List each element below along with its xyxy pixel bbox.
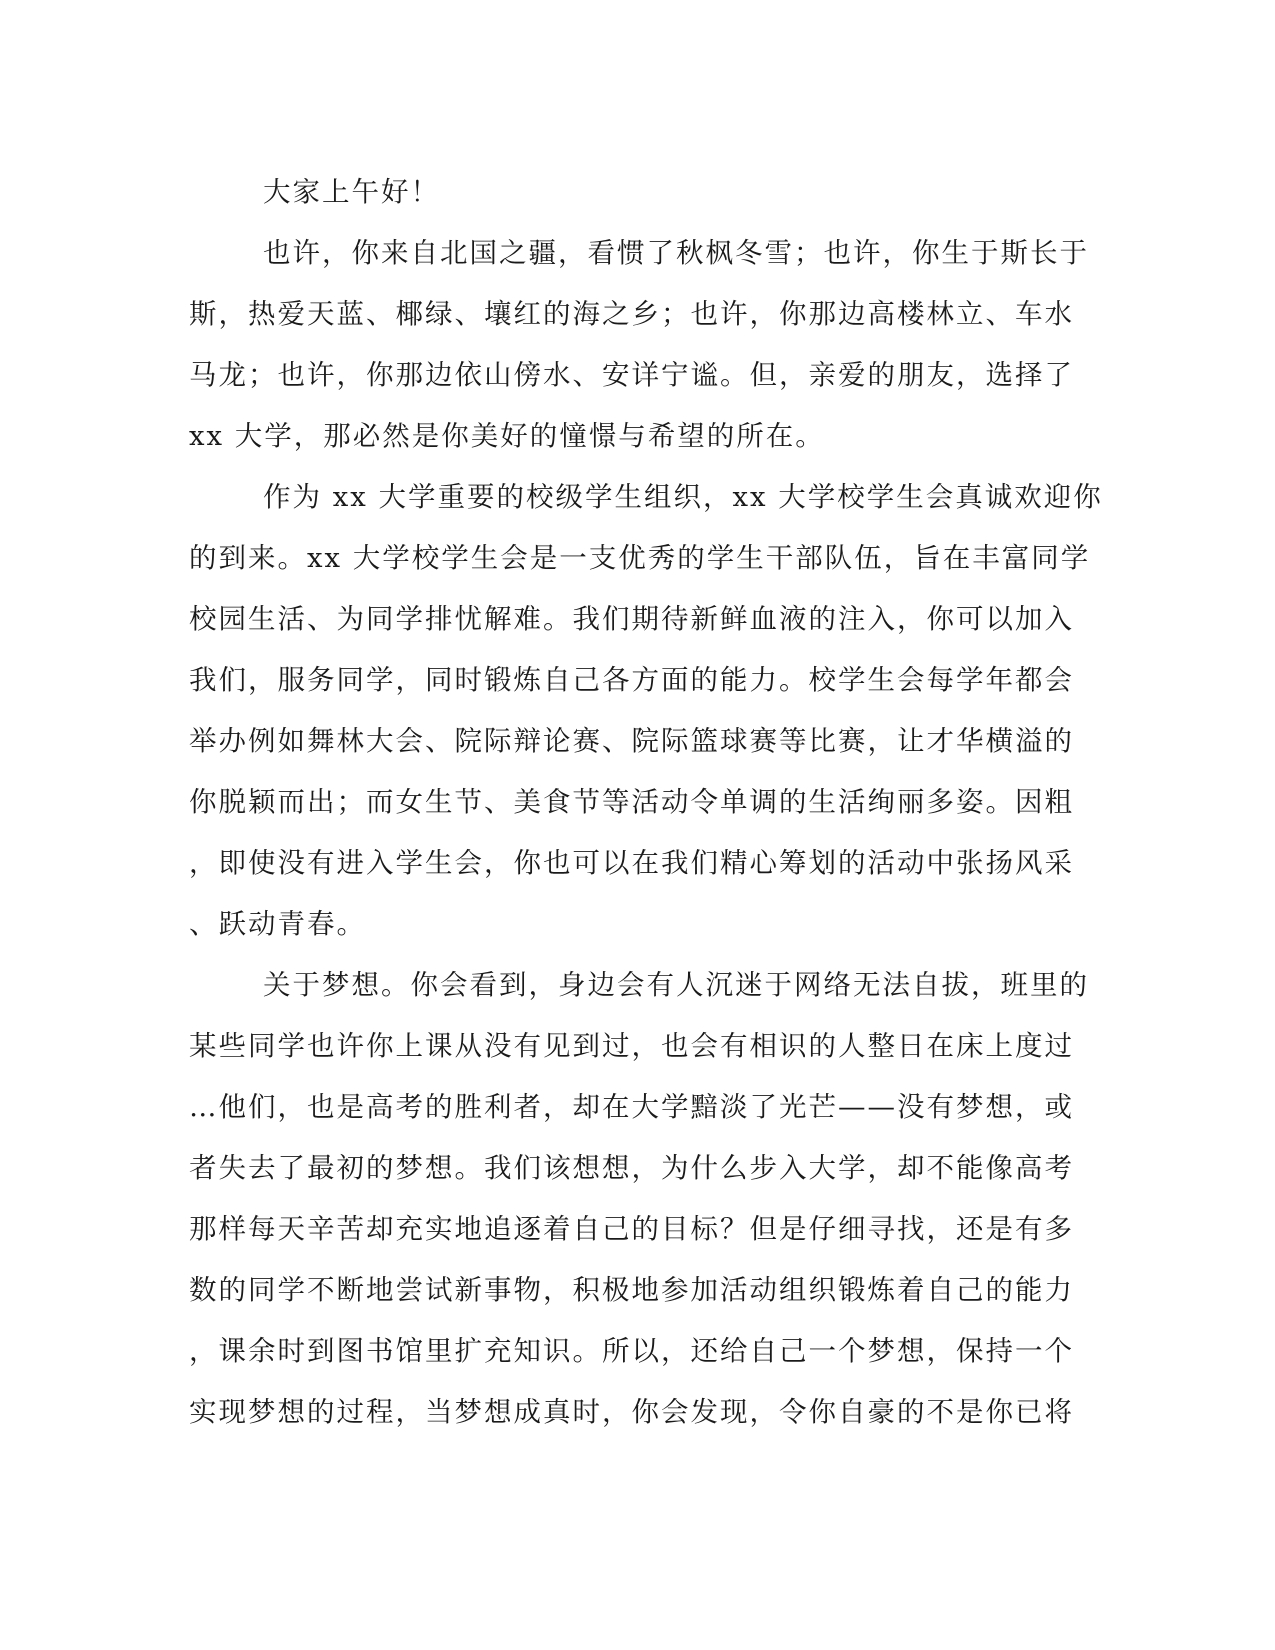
paragraph-line: xx 大学，那必然是你美好的憧憬与希望的所在。 [189, 420, 825, 452]
paragraph-line: 你脱颖而出；而女生节、美食节等活动令单调的生活绚丽多姿。因粗 [189, 786, 1074, 818]
paragraph-2 [189, 467, 1103, 955]
paragraph-line: 、跃动青春。 [189, 908, 366, 940]
paragraph-line: ，课余时到图书馆里扩充知识。所以，还给自己一个梦想，保持一个 [189, 1335, 1074, 1367]
paragraph-line: 马龙；也许，你那边依山傍水、安详宁谧。但，亲爱的朋友，选择了 [189, 359, 1074, 391]
paragraph-line: 举办例如舞林大会、院际辩论赛、院际篮球赛等比赛，让才华横溢的 [189, 725, 1074, 757]
paragraph-line: 者失去了最初的梦想。我们该想想，为什么步入大学，却不能像高考 [189, 1152, 1074, 1184]
paragraph-line: ，即使没有进入学生会，你也可以在我们精心筹划的活动中张扬风采 [189, 847, 1074, 879]
paragraph-line: 那样每天辛苦却充实地追逐着自己的目标？但是仔细寻找，还是有多 [189, 1213, 1074, 1245]
paragraph-line: 某些同学也许你上课从没有见到过，也会有相识的人整日在床上度过 [189, 1030, 1074, 1062]
paragraph-line: 斯，热爱天蓝、椰绿、壤红的海之乡；也许，你那边高楼林立、车水 [189, 298, 1074, 330]
paragraph-3 [189, 955, 1089, 1443]
greeting-line: 大家上午好！ [263, 176, 440, 208]
paragraph-line: 实现梦想的过程，当梦想成真时，你会发现，令你自豪的不是你已将 [189, 1396, 1074, 1428]
paragraph-line: 数的同学不断地尝试新事物，积极地参加活动组织锻炼着自己的能力 [189, 1274, 1074, 1306]
paragraph-line: 校园生活、为同学排忧解难。我们期待新鲜血液的注入，你可以加入 [189, 603, 1074, 635]
paragraph-line: 我们，服务同学，同时锻炼自己各方面的能力。校学生会每学年都会 [189, 664, 1074, 696]
document-body [189, 162, 1103, 1443]
paragraph-line: 的到来。xx 大学校学生会是一支优秀的学生干部队伍，旨在丰富同学 [189, 542, 1091, 574]
paragraph-line: …他们，也是高考的胜利者，却在大学黯淡了光芒——没有梦想，或 [189, 1091, 1074, 1123]
paragraph-line: 也许，你来自北国之疆，看惯了秋枫冬雪；也许，你生于斯长于 [263, 237, 1089, 269]
paragraph-line: 作为 xx 大学重要的校级学生组织，xx 大学校学生会真诚欢迎你 [263, 481, 1103, 513]
paragraph-1 [189, 223, 1089, 467]
paragraph-line: 关于梦想。你会看到，身边会有人沉迷于网络无法自拔，班里的 [263, 969, 1089, 1001]
